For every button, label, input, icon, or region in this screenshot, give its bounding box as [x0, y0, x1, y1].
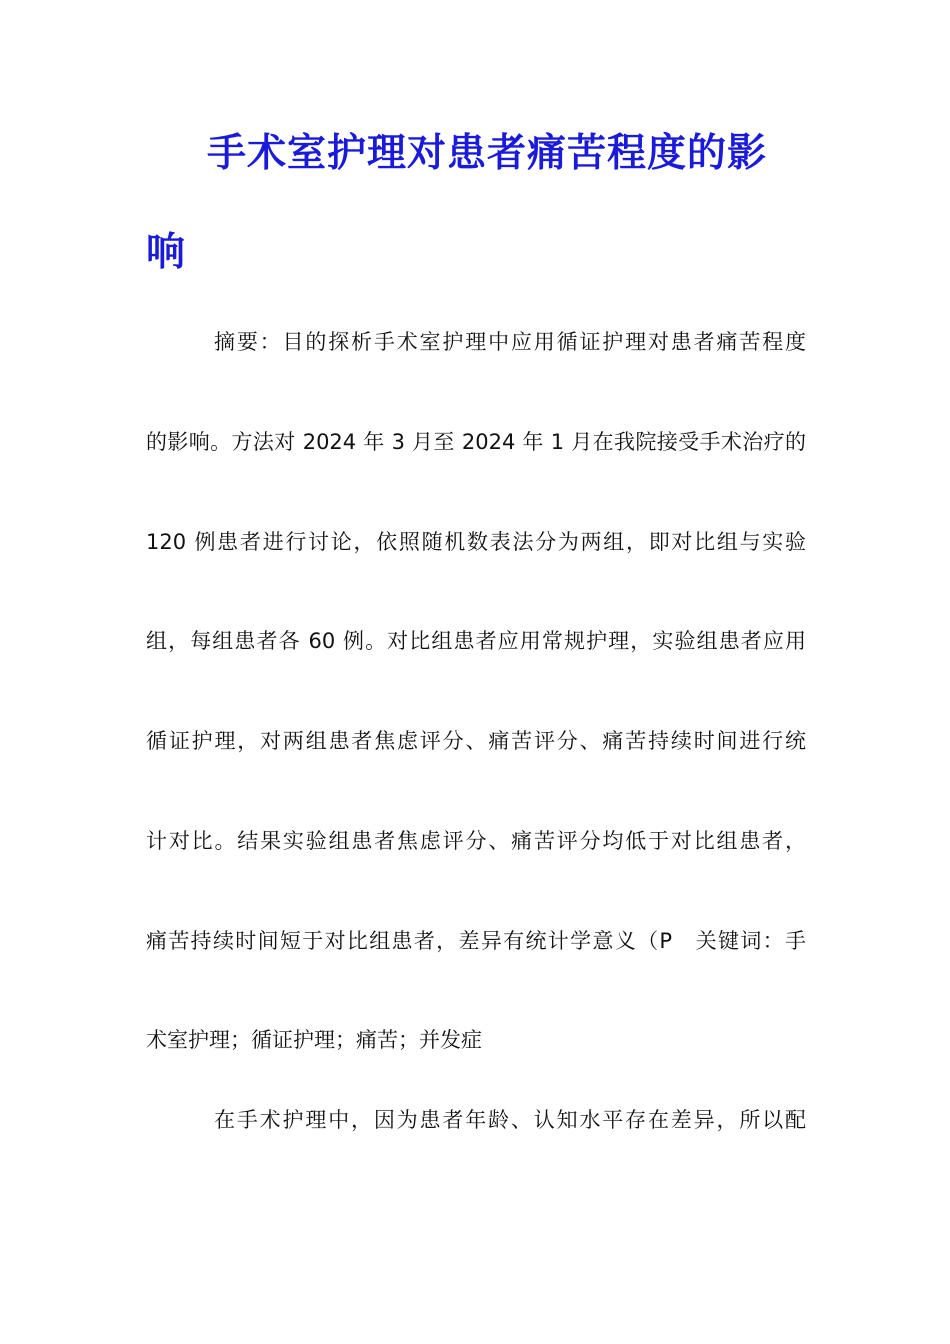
abstract-line-2: 的影响。方法对 2024 年 3 月至 2024 年 1 月在我院接受手术治疗的 [146, 430, 806, 454]
body-paragraph-line-1: 在手术护理中，因为患者年龄、认知水平存在差异，所以配 [214, 1108, 806, 1132]
abstract-line-3: 120 例患者进行讨论，依照随机数表法分为两组，即对比组与实验 [146, 530, 806, 554]
abstract-line-7: 痛苦持续时间短于对比组患者，差异有统计学意义（P 关键词：手 [146, 929, 806, 953]
abstract-line-8: 术室护理；循证护理；痛苦；并发症 [146, 1028, 482, 1052]
abstract-line-6: 计对比。结果实验组患者焦虑评分、痛苦评分均低于对比组患者， [146, 829, 806, 853]
abstract-line-4: 组，每组患者各 60 例。对比组患者应用常规护理，实验组患者应用 [146, 629, 806, 653]
abstract-line-1: 摘要：目的探析手术室护理中应用循证护理对患者痛苦程度 [214, 330, 806, 354]
abstract-line-5: 循证护理，对两组患者焦虑评分、痛苦评分、痛苦持续时间进行统 [146, 729, 806, 753]
document-title-line-2: 响 [146, 229, 186, 275]
document-title-line-1: 手术室护理对患者痛苦程度的影 [207, 130, 768, 176]
